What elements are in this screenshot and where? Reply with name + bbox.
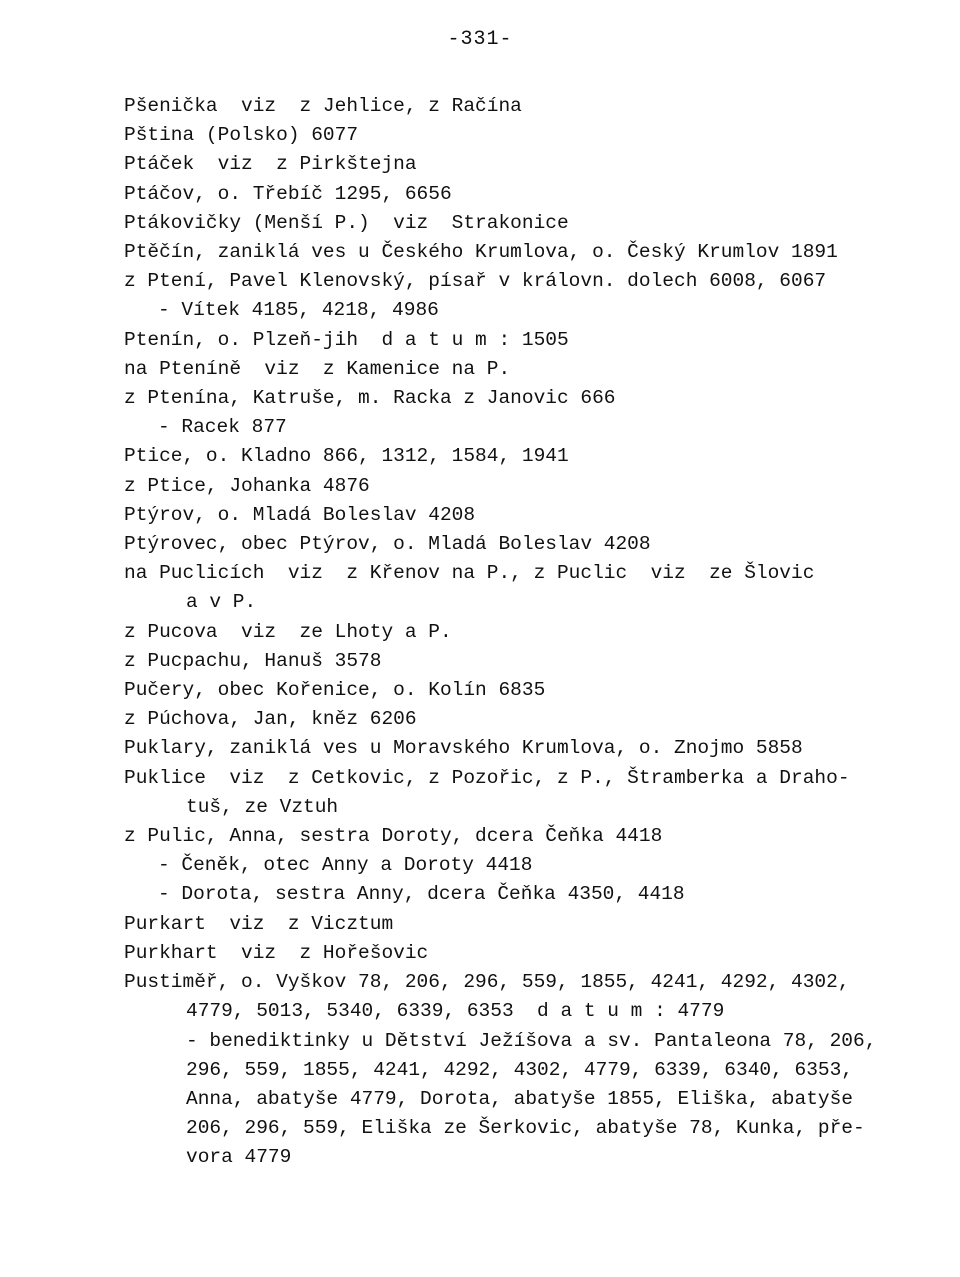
index-line: Ptýrovec, obec Ptýrov, o. Mladá Boleslav 4208 xyxy=(124,533,651,556)
index-line: vora 4779 xyxy=(186,1146,292,1169)
index-line: Ptenín, o. Plzeň-jih d a t u m : 1505 xyxy=(124,328,569,351)
index-line: Ptěčín, zaniklá ves u Českého Krumlova, o. Český Krumlov 1891 xyxy=(124,241,838,264)
index-line: - Vítek 4185, 4218, 4986 xyxy=(158,299,439,322)
index-line: z Ptení, Pavel Klenovský, písař v královn. dolech 6008, 6067 xyxy=(124,270,827,293)
index-line: na Pteníně viz z Kamenice na P. xyxy=(124,357,511,380)
index-line: Ptákovičky (Menší P.) viz Strakonice xyxy=(124,211,569,234)
index-line: 4779, 5013, 5340, 6339, 6353 d a t u m : 4779 xyxy=(186,1000,725,1023)
index-line: Pučery, obec Kořenice, o. Kolín 6835 xyxy=(124,679,546,702)
index-line: tuš, ze Vztuh xyxy=(186,795,339,818)
index-line: Purkart viz z Vicztum xyxy=(124,912,394,935)
index-line: z Ptenína, Katruše, m. Racka z Janovic 666 xyxy=(124,387,616,410)
page-number: -331- xyxy=(447,28,513,51)
index-line: Ptáček viz z Pirkštejna xyxy=(124,153,417,176)
index-line: 206, 296, 559, Eliška ze Šerkovic, abatyše 78, Kunka, pře- xyxy=(186,1117,865,1140)
index-line: Pustiměř, o. Vyškov 78, 206, 296, 559, 1855, 4241, 4292, 4302, xyxy=(124,971,850,994)
index-line: a v P. xyxy=(186,591,257,614)
index-line: - Dorota, sestra Anny, dcera Čeňka 4350, 4418 xyxy=(158,883,685,906)
index-line: - Čeněk, otec Anny a Doroty 4418 xyxy=(158,854,533,877)
index-line: z Pulic, Anna, sestra Doroty, dcera Čeňka 4418 xyxy=(124,825,663,848)
index-line: na Puclicích viz z Křenov na P., z Puclic viz ze Šlovic xyxy=(124,562,815,585)
index-line: z Pucova viz ze Lhoty a P. xyxy=(124,620,452,643)
index-line: Puklary, zaniklá ves u Moravského Krumlova, o. Znojmo 5858 xyxy=(124,737,803,760)
index-line: Ptýrov, o. Mladá Boleslav 4208 xyxy=(124,503,476,526)
index-line: - benediktinky u Dětství Ježíšova a sv. Pantaleona 78, 206, xyxy=(186,1029,877,1052)
index-line: - Racek 877 xyxy=(158,416,287,439)
index-line: Pština (Polsko) 6077 xyxy=(124,124,359,147)
index-line: Ptáčov, o. Třebíč 1295, 6656 xyxy=(124,182,452,205)
index-line: z Púchova, Jan, kněz 6206 xyxy=(124,708,417,731)
index-line: z Pucpachu, Hanuš 3578 xyxy=(124,649,382,672)
index-line: Purkhart viz z Hořešovic xyxy=(124,941,429,964)
index-line: z Ptice, Johanka 4876 xyxy=(124,474,370,497)
index-line: Puklice viz z Cetkovic, z Pozořic, z P., Štramberka a Draho- xyxy=(124,766,850,789)
index-line: Pšenička viz z Jehlice, z Račína xyxy=(124,95,522,117)
index-line: Ptice, o. Kladno 866, 1312, 1584, 1941 xyxy=(124,445,569,468)
index-line: Anna, abatyše 4779, Dorota, abatyše 1855, Eliška, abatyše xyxy=(186,1087,854,1110)
index-line: 296, 559, 1855, 4241, 4292, 4302, 4779, 6339, 6340, 6353, xyxy=(186,1058,854,1081)
index-entries xyxy=(124,92,904,1173)
